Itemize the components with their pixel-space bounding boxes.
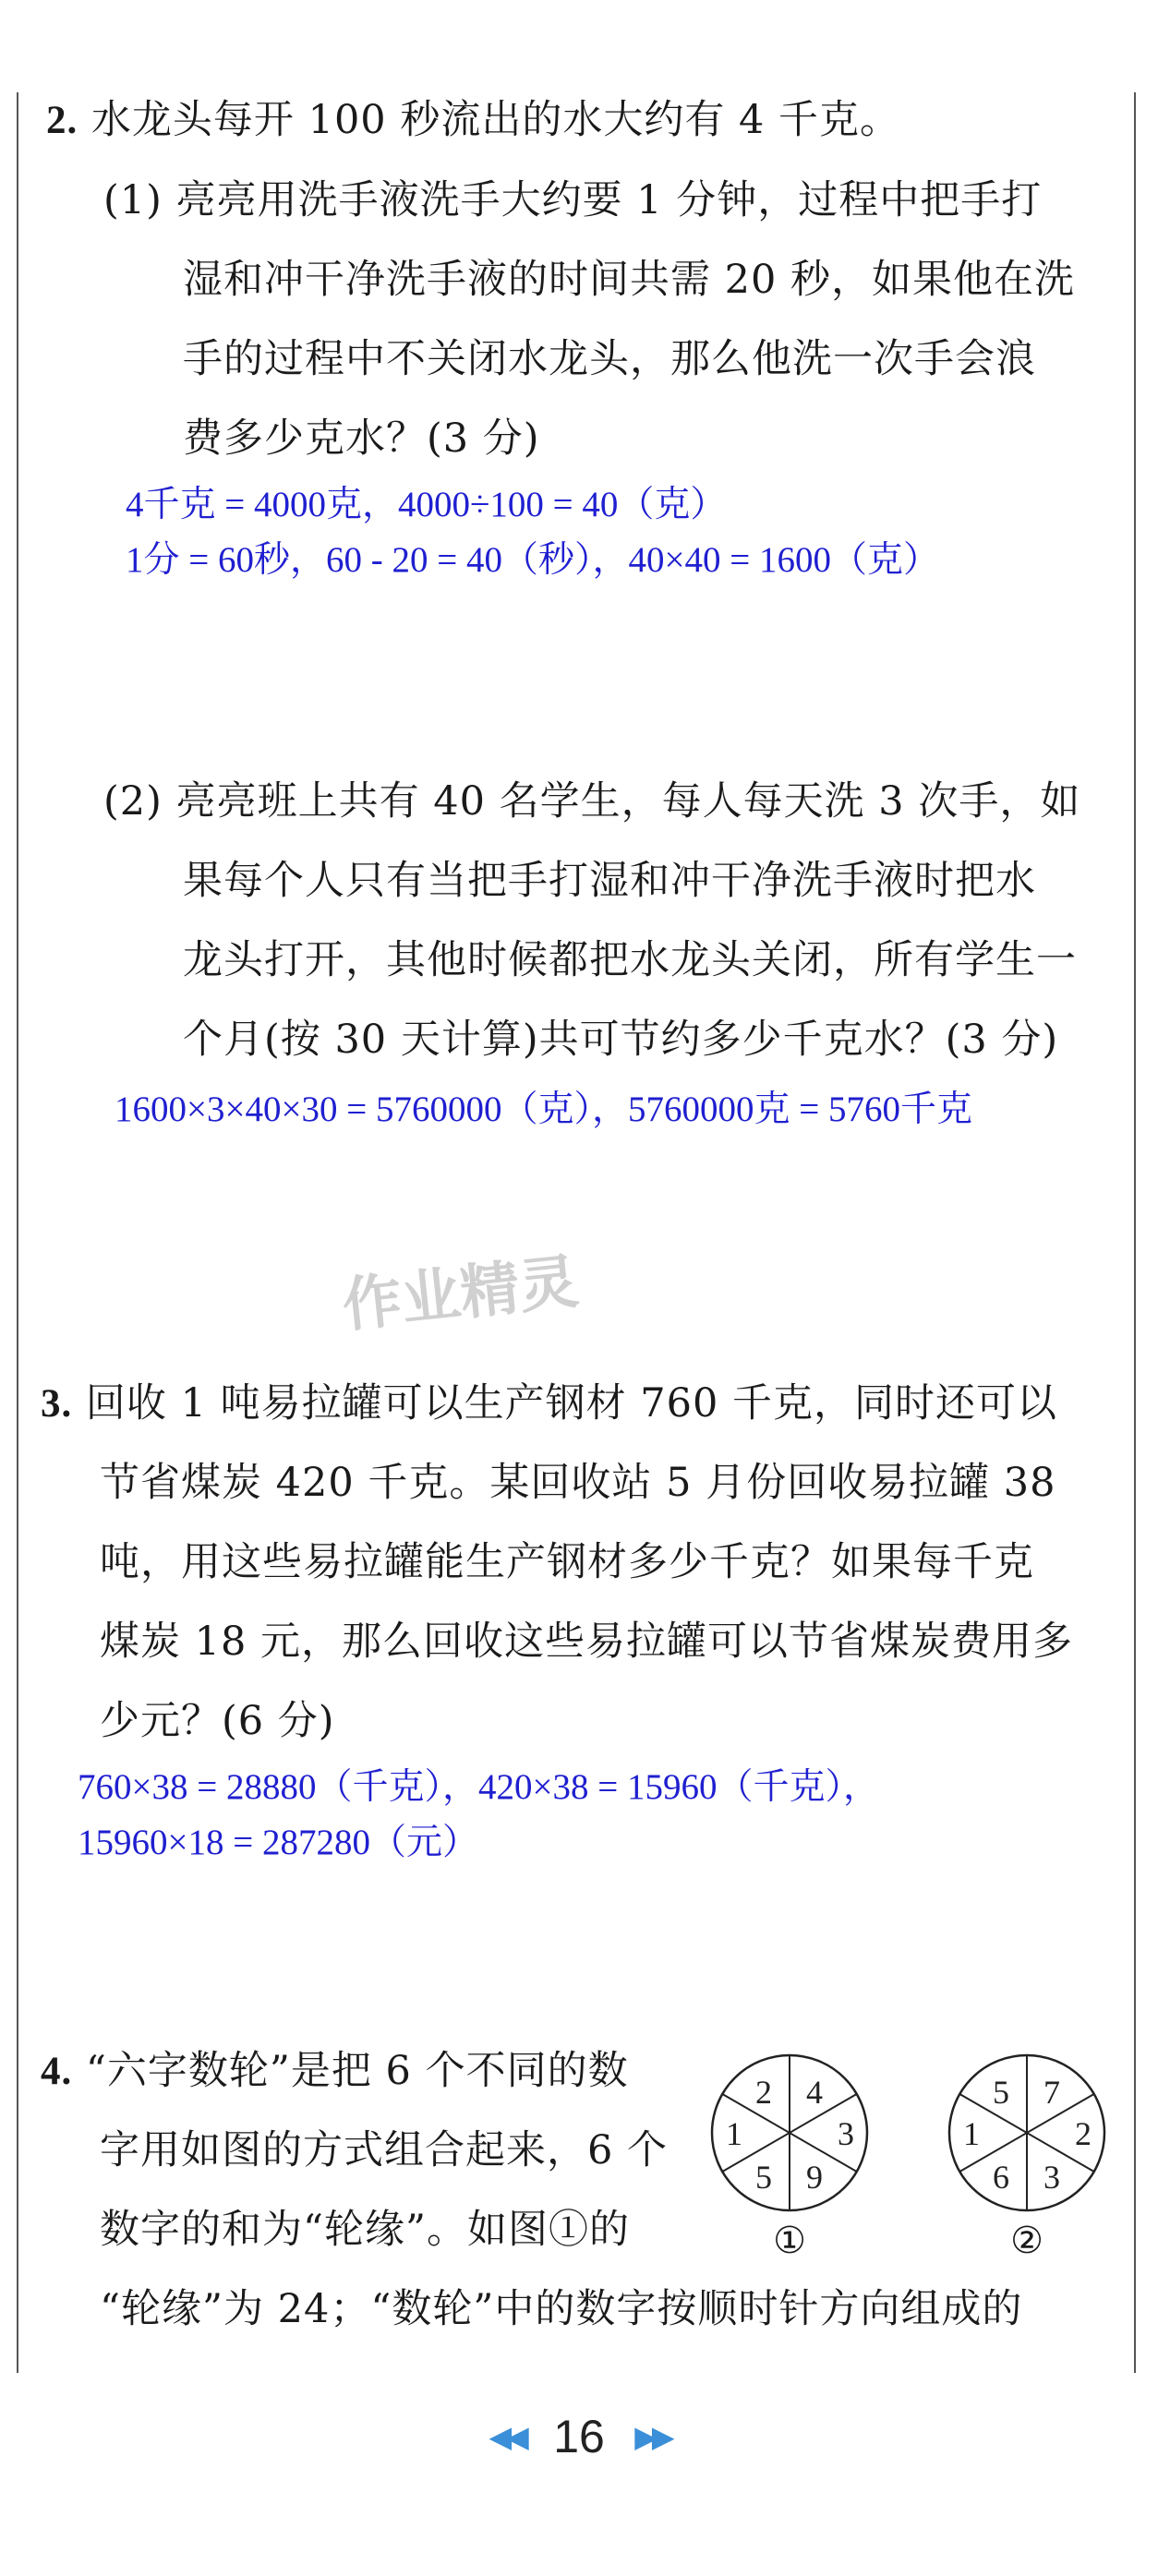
q2-part2-line2: 果每个人只有当把手打湿和冲干净洗手液时把水 — [183, 858, 1036, 904]
q4-line1-text: “六字数轮”是把 6 个不同的数 — [85, 2048, 629, 2094]
q2-part1-line1: (1) 亮亮用洗手液洗手大约要 1 分钟，过程中把手打 — [103, 177, 1043, 223]
wheel-2-diagram — [944, 2050, 1110, 2216]
wheel-2-number: 3 — [1043, 2159, 1060, 2196]
q3-number: 3. — [41, 1382, 73, 1426]
wheel-1-number: 5 — [755, 2159, 772, 2196]
q2-part1-line4: 费多少克水？(3 分) — [183, 415, 540, 462]
left-border-line — [17, 92, 18, 2373]
q3-line4: 煤炭 18 元，那么回收这些易拉罐可以节省煤炭费用多 — [100, 1619, 1074, 1665]
wheel-1-number: 2 — [755, 2074, 772, 2111]
right-border-line — [1134, 92, 1136, 2373]
wheel-1-label: ① — [773, 2220, 806, 2262]
wheel-2-number: 7 — [1043, 2074, 1060, 2111]
q3-answer-line2: 15960×18 = 287280（元） — [78, 1823, 478, 1862]
wheel-2-label: ② — [1010, 2220, 1043, 2262]
prev-page-icon[interactable]: ◀◀ — [489, 2420, 524, 2453]
q2-part2-line4: 个月(按 30 天计算)共可节约多少千克水？(3 分) — [183, 1017, 1059, 1063]
wheel-1-number: 4 — [806, 2074, 823, 2111]
q4-line1 — [41, 2031, 629, 2112]
wheel-1-number: 1 — [726, 2115, 742, 2152]
number-wheel-2 — [944, 2050, 1110, 2262]
wheel-2-number: 6 — [993, 2159, 1009, 2196]
q4-line4: “轮缘”为 24；“数轮”中的数字按顺时针方向组成的 — [100, 2286, 1023, 2332]
q2-part1-answer-line1: 4千克 = 4000克，4000÷100 = 40（克） — [126, 485, 727, 524]
q4-line2: 字用如图的方式组合起来，6 个 — [100, 2127, 669, 2173]
page-number: 16 — [553, 2411, 605, 2462]
wheel-1-diagram — [706, 2050, 873, 2216]
wheel-2-number: 1 — [963, 2115, 980, 2152]
q2-part1-line3: 手的过程中不关闭水龙头，那么他洗一次手会浪 — [183, 336, 1036, 382]
q3-line3: 吨，用这些易拉罐能生产钢材多少千克？如果每千克 — [100, 1539, 1034, 1585]
q2-stem-text: 水龙头每开 100 秒流出的水大约有 4 千克。 — [90, 97, 901, 143]
page-footer — [0, 2410, 1158, 2463]
q3-line1-text: 回收 1 吨易拉罐可以生产钢材 760 千克，同时还可以 — [85, 1380, 1058, 1426]
wheel-2-number: 5 — [993, 2074, 1009, 2111]
q3-line2: 节省煤炭 420 千克。某回收站 5 月份回收易拉罐 38 — [100, 1460, 1056, 1506]
q4-line3: 数字的和为“轮缘”。如图①的 — [100, 2207, 630, 2253]
q3-line5: 少元？(6 分) — [100, 1698, 335, 1744]
q2-part2-line1: (2) 亮亮班上共有 40 名学生，每人每天洗 3 次手，如 — [103, 778, 1081, 825]
q2-number: 2. — [46, 99, 78, 142]
wheel-1-number: 3 — [838, 2115, 854, 2152]
next-page-icon[interactable]: ▶▶ — [634, 2420, 669, 2453]
q2-part2-line3: 龙头打开，其他时候都把水龙头关闭，所有学生一 — [183, 937, 1077, 983]
number-wheel-1 — [706, 2050, 873, 2262]
q4-number: 4. — [41, 2050, 73, 2093]
q2-stem — [46, 80, 900, 161]
q2-part2-answer: 1600×3×40×30 = 5760000（克），5760000克 = 5760千克 — [115, 1089, 972, 1129]
q2-part1-line2: 湿和冲干净洗手液的时间共需 20 秒，如果他在洗 — [183, 257, 1076, 303]
q2-part1-answer-line2: 1分 = 60秒，60 - 20 = 40（秒），40×40 = 1600（克） — [126, 540, 939, 580]
watermark-logo: 作业精灵 — [339, 1247, 582, 1342]
q3-answer-line1: 760×38 = 28880（千克），420×38 = 15960（千克）， — [78, 1767, 879, 1807]
wheel-2-number: 2 — [1075, 2115, 1092, 2152]
wheel-1-number: 9 — [806, 2159, 823, 2196]
q3-line1 — [41, 1364, 1057, 1444]
